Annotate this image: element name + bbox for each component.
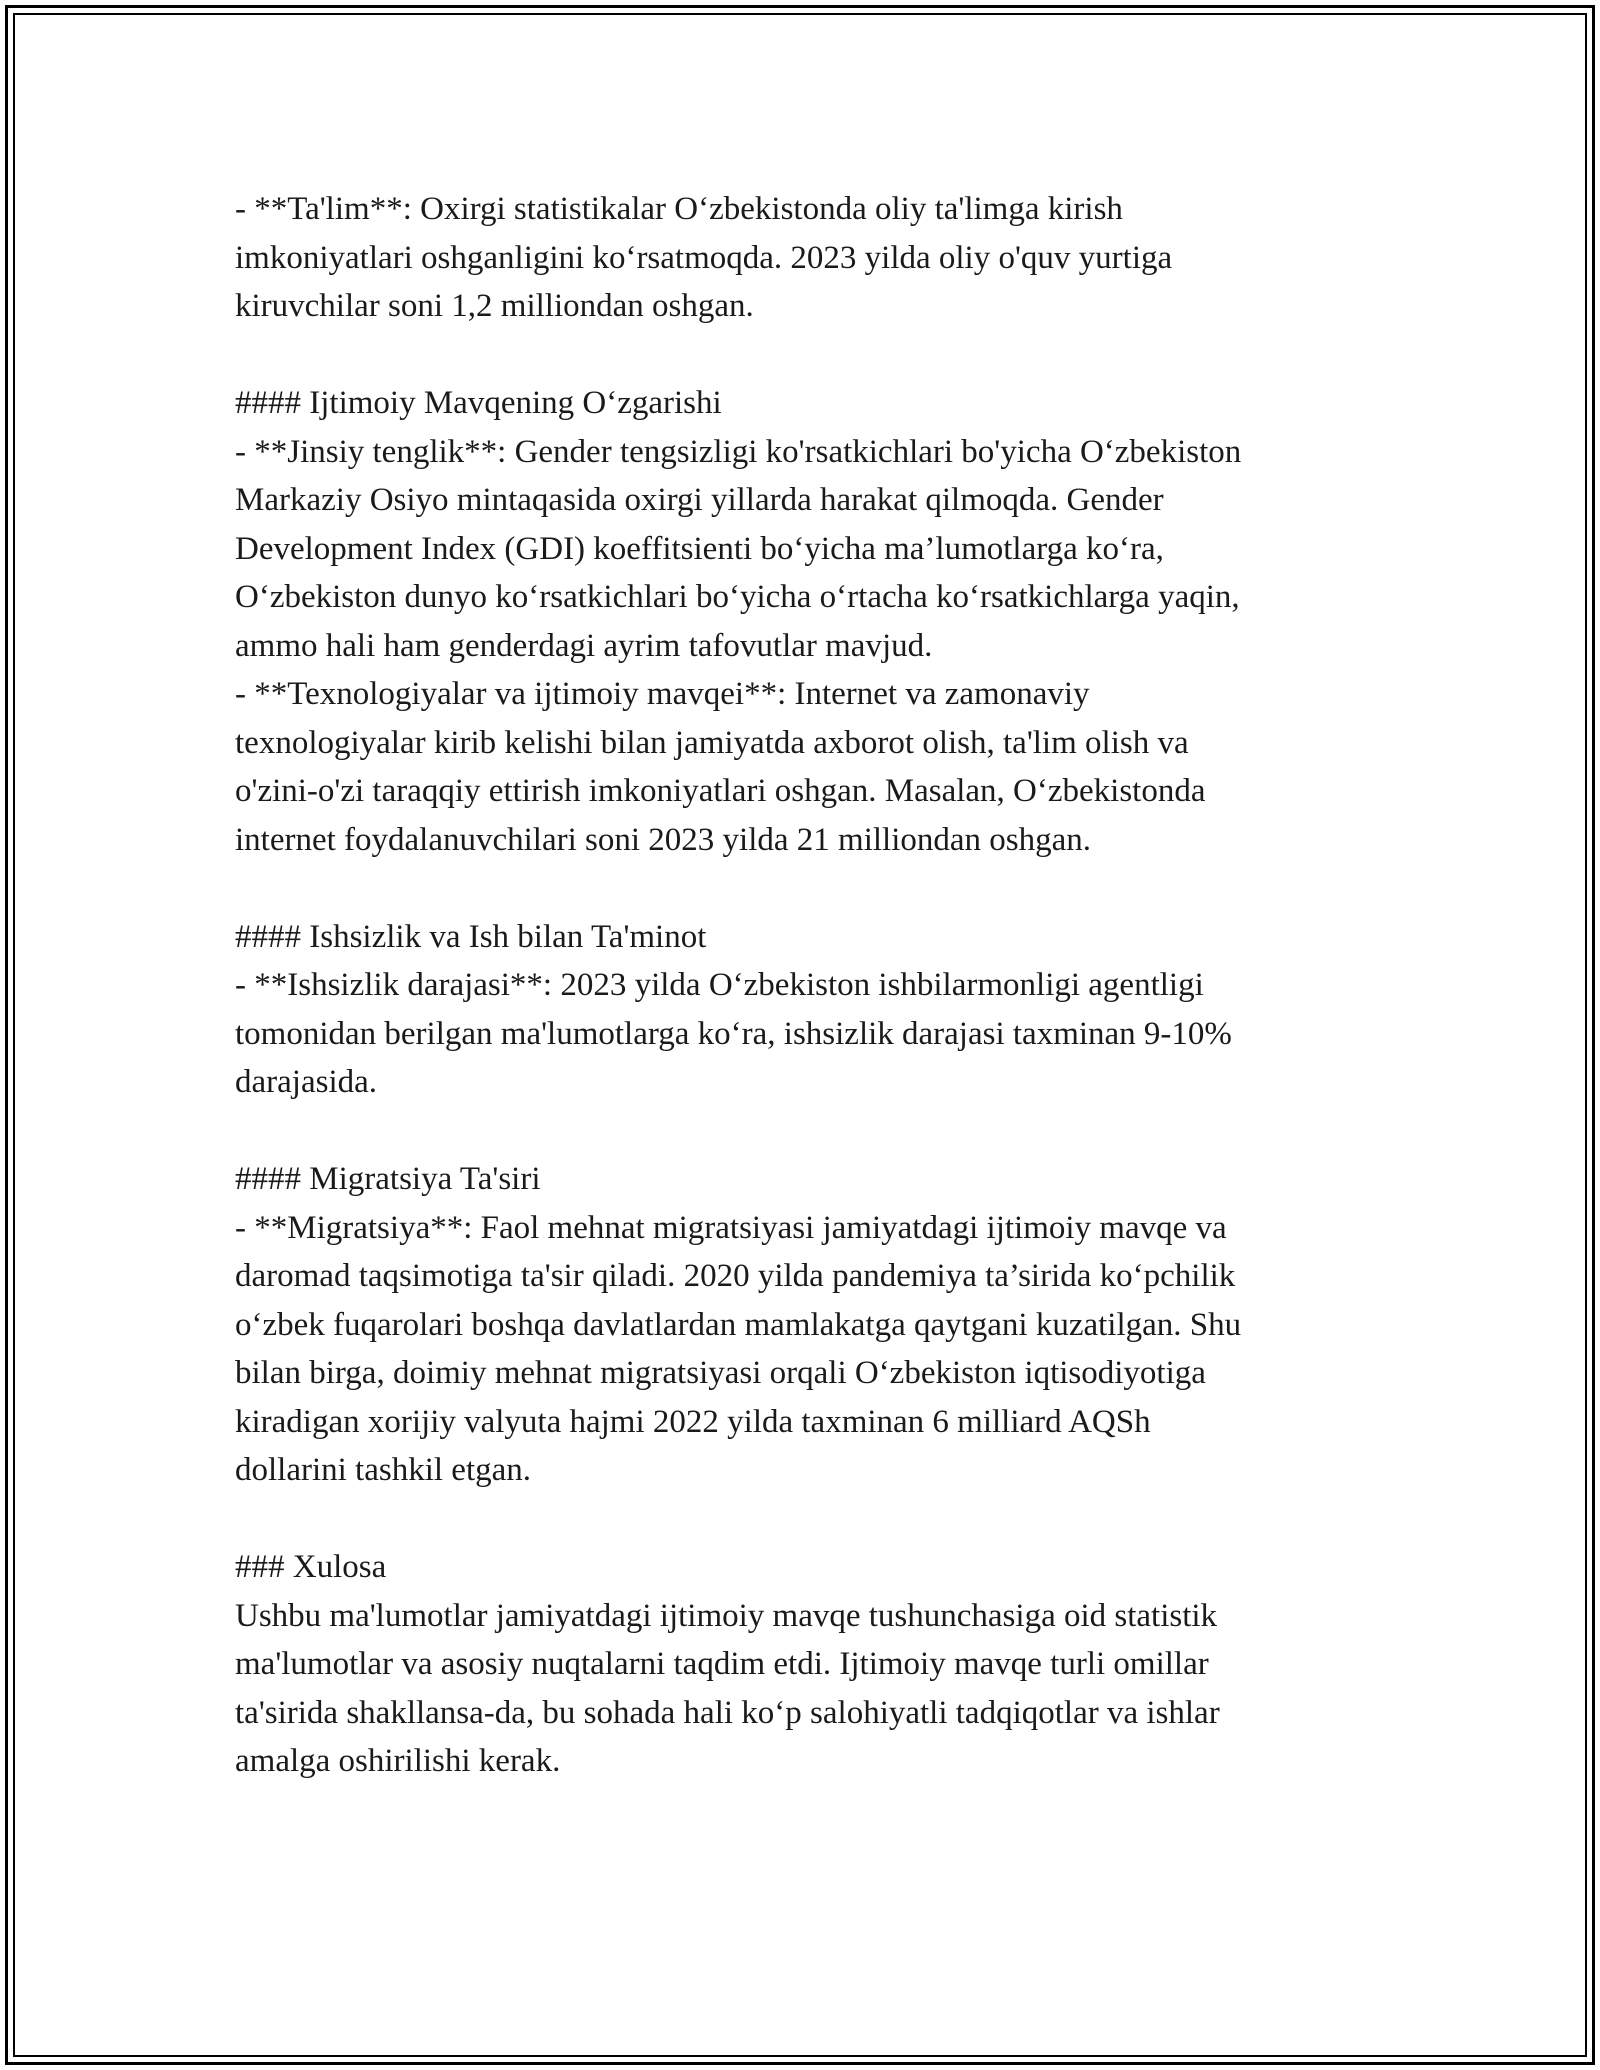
text-line: tomonidan berilgan ma'lumotlarga ko‘ra, ishsizlik darajasi taxminan 9-10%	[235, 1015, 1232, 1052]
text-line: kiradigan xorijiy valyuta hajmi 2022 yilda taxminan 6 milliard AQSh	[235, 1403, 1151, 1440]
paragraph-gap	[235, 331, 1365, 380]
text-line: o‘zbek fuqarolari boshqa davlatlardan mamlakatga qaytgani kuzatilgan. Shu	[235, 1306, 1242, 1343]
text-line: imkoniyatlari oshganligini ko‘rsatmoqda. 2023 yilda oliy o'quv yurtiga	[235, 239, 1173, 276]
text-line: - **Jinsiy tenglik**: Gender tengsizligi ko'rsatkichlari bo'yicha O‘zbekiston	[235, 433, 1242, 470]
paragraph-gap	[235, 1495, 1365, 1544]
section-heading: #### Ishsizlik va Ish bilan Ta'minot	[235, 918, 707, 955]
text-line: ma'lumotlar va asosiy nuqtalarni taqdim etdi. Ijtimoiy mavqe turli omillar	[235, 1646, 1209, 1682]
text-line: Ushbu ma'lumotlar jamiyatdagi ijtimoiy mavqe tushunchasiga oid statistik	[235, 1597, 1218, 1634]
text-line: dollarini tashkil etgan.	[235, 1452, 532, 1488]
section-talim	[235, 185, 1365, 331]
text-line: - **Ishsizlik darajasi**: 2023 yilda O‘zbekiston ishbilarmonligi agentligi	[235, 967, 1204, 1003]
section-ishsizlik	[235, 913, 1365, 1107]
text-line: bilan birga, doimiy mehnat migratsiyasi orqali O‘zbekiston iqtisodiyotiga	[235, 1355, 1206, 1391]
text-line: internet foydalanuvchilari soni 2023 yilda 21 milliondan oshgan.	[235, 821, 1092, 858]
text-line: o'zini-o'zi taraqqiy ettirish imkoniyatlari oshgan. Masalan, O‘zbekistonda	[235, 773, 1206, 809]
section-ijtimoiy-mavqe	[235, 379, 1365, 864]
text-line: - **Ta'lim**: Oxirgi statistikalar O‘zbekistonda oliy ta'limga kirish	[235, 191, 1123, 227]
section-migratsiya	[235, 1155, 1365, 1495]
text-line: Development Index (GDI) koeffitsienti bo‘yicha ma’lumotlarga ko‘ra,	[235, 530, 1164, 567]
section-heading: #### Ijtimoiy Mavqening O‘zgarishi	[235, 385, 722, 421]
text-line: ammo hali ham genderdagi ayrim tafovutlar mavjud.	[235, 627, 933, 664]
text-line: - **Migratsiya**: Faol mehnat migratsiyasi jamiyatdagi ijtimoiy mavqe va	[235, 1209, 1227, 1246]
paragraph-gap	[235, 864, 1365, 913]
text-line: ta'sirida shakllansa-da, bu sohada hali ko‘p salohiyatli tadqiqotlar va ishlar	[235, 1694, 1220, 1731]
text-line: amalga oshirilishi kerak.	[235, 1743, 561, 1779]
text-line: daromad taqsimotiga ta'sir qiladi. 2020 yilda pandemiya ta’sirida ko‘pchilik	[235, 1258, 1236, 1294]
text-line: Markaziy Osiyo mintaqasida oxirgi yillarda harakat qilmoqda. Gender	[235, 482, 1164, 518]
paragraph-gap	[235, 1107, 1365, 1156]
section-heading: ### Xulosa	[235, 1549, 387, 1585]
text-line: kiruvchilar soni 1,2 milliondan oshgan.	[235, 288, 754, 324]
document-body	[235, 185, 1365, 1786]
text-line: O‘zbekiston dunyo ko‘rsatkichlari bo‘yicha o‘rtacha ko‘rsatkichlarga yaqin,	[235, 579, 1240, 615]
section-xulosa	[235, 1543, 1365, 1786]
text-line: darajasida.	[235, 1064, 378, 1100]
text-line: texnologiyalar kirib kelishi bilan jamiyatda axborot olish, ta'lim olish va	[235, 724, 1189, 761]
text-line: - **Texnologiyalar va ijtimoiy mavqei**: Internet va zamonaviy	[235, 676, 1090, 712]
section-heading: #### Migratsiya Ta'siri	[235, 1161, 541, 1197]
